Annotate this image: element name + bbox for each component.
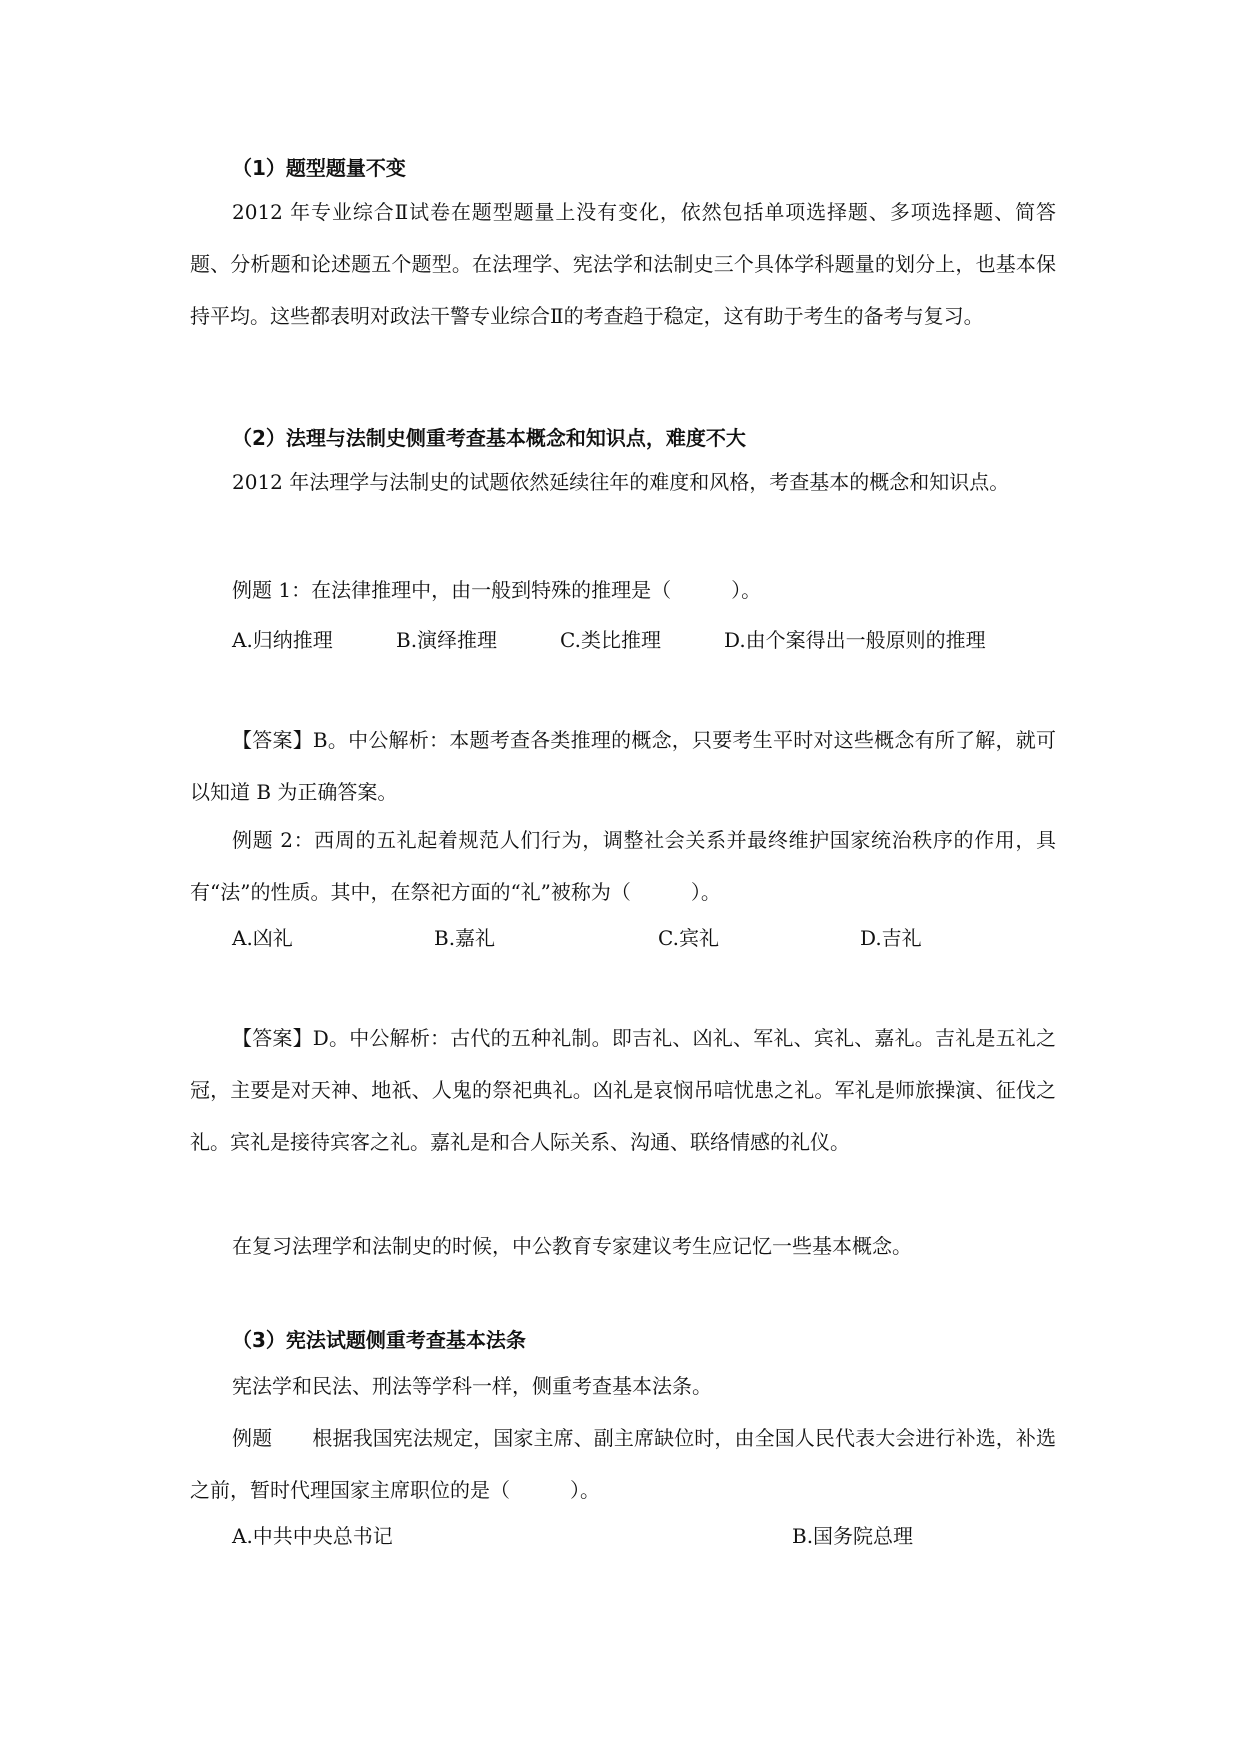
example-1-option-a: A.归纳推理 [232,628,333,652]
section-1-paragraph: 2012 年专业综合Ⅱ试卷在题型题量上没有变化，依然包括单项选择题、多项选择题、简答题、分析题和论述题五个题型。在法理学、宪法学和法制史三个具体学科题量的划分上，也基本保持平均。这些都表明对政法干警专业综合Ⅱ的考查趋于稳定，这有助于考生的备考与复习。 [190,200,1056,328]
section-1-heading: （1）题型题量不变 [232,156,406,180]
section-2-paragraph: 2012 年法理学与法制史的试题依然延续往年的难度和风格，考查基本的概念和知识点。 [232,470,1010,494]
example-2-option-a: A.凶礼 [232,926,293,950]
section-2-advice: 在复习法理学和法制史的时候，中公教育专家建议考生应记忆一些基本概念。 [232,1234,912,1258]
section-3-option-b: B.国务院总理 [792,1524,914,1548]
example-2-answer: 【答案】D。中公解析：古代的五种礼制。即吉礼、凶礼、军礼、宾礼、嘉礼。吉礼是五礼之冠，主要是对天神、地祇、人鬼的祭祀典礼。凶礼是哀悯吊唁忧患之礼。军礼是师旅操演、征伐之礼。宾礼是接待宾客之礼。嘉礼是和合人际关系、沟通、联络情感的礼仪。 [190,1026,1056,1154]
section-3-heading: （3）宪法试题侧重考查基本法条 [232,1328,526,1352]
section-3-question: 例题 根据我国宪法规定，国家主席、副主席缺位时，由全国人民代表大会进行补选，补选之前，暂时代理国家主席职位的是（ ）。 [190,1426,1056,1502]
example-1-question: 例题 1：在法律推理中，由一般到特殊的推理是（ ）。 [232,578,762,602]
section-2-heading: （2）法理与法制史侧重考查基本概念和知识点，难度不大 [232,426,746,450]
example-1-option-d: D.由个案得出一般原则的推理 [724,628,986,652]
section-3-paragraph: 宪法学和民法、刑法等学科一样，侧重考查基本法条。 [232,1374,712,1398]
example-1-option-c: C.类比推理 [560,628,661,652]
example-1-option-b: B.演绎推理 [396,628,498,652]
example-2-option-d: D.吉礼 [860,926,922,950]
example-2-option-b: B.嘉礼 [434,926,496,950]
example-1-answer: 【答案】B。中公解析：本题考查各类推理的概念，只要考生平时对这些概念有所了解，就可以知道 B 为正确答案。 [190,728,1056,804]
example-2-question: 例题 2：西周的五礼起着规范人们行为，调整社会关系并最终维护国家统治秩序的作用，具有“法”的性质。其中，在祭祀方面的“礼”被称为（ ）。 [190,828,1056,904]
section-3-option-a: A.中共中央总书记 [232,1524,393,1548]
example-2-option-c: C.宾礼 [658,926,719,950]
